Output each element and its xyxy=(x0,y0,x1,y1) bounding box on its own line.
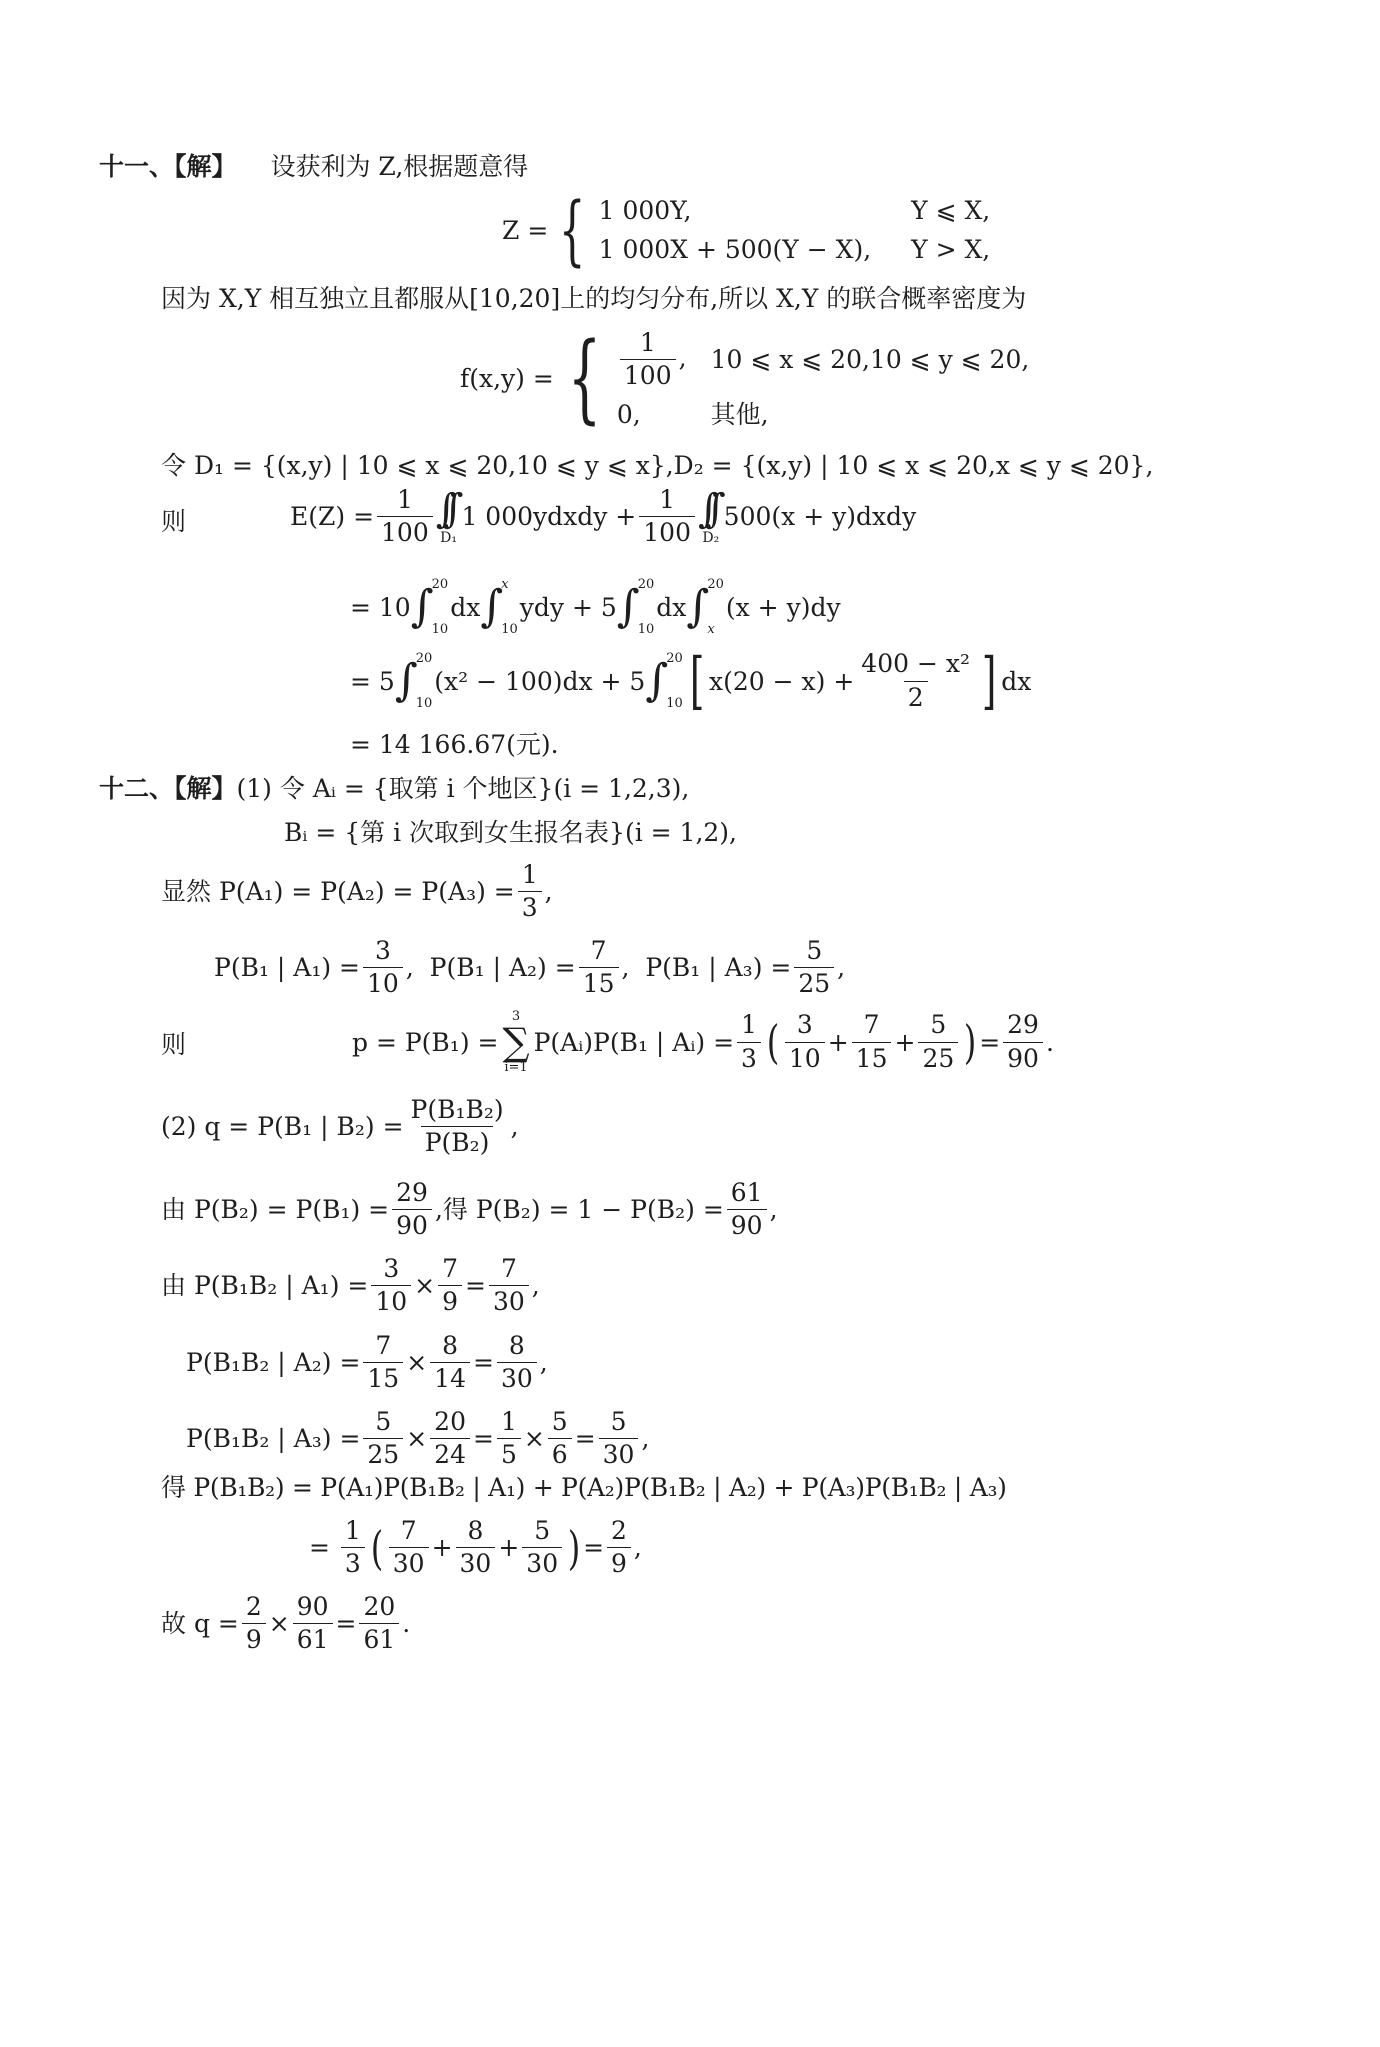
p-word: 则 xyxy=(161,1030,187,1059)
total-line: 得 P(B₁B₂) = P(A₁)P(B₁B₂ | A₁) + P(A₂)P(B₁B₂ | A₂) + P(A₃)P(B₁B₂ | A₃) xyxy=(161,1473,1007,1502)
ez-frac2-num: 1 xyxy=(659,485,676,514)
p-lhs: p = P(B₁) = xyxy=(352,1027,499,1057)
p-result-den: 90 xyxy=(1003,1042,1043,1072)
z-piecewise: Z = { 1 000Y, Y ⩽ X, 1 000X + 500(Y − X), Y > X, xyxy=(502,185,991,274)
ez-frac2-den: 100 xyxy=(639,516,695,546)
p-line: p = P(B₁) = 3 ∑ i=1 P(Aᵢ)P(B₁ | Aᵢ) = $\frac{1}{3}$ ( $\frac{3}{10}$ + $\frac{7}{15}$ + $\frac{5}{25}$ ) = $\frac{29}{90}$ . xyxy=(352,1009,1054,1075)
f-lhs: f(x,y) = xyxy=(460,363,554,393)
ez-lhs: E(Z) = xyxy=(290,502,375,532)
z-case1-expr: 1 000Y, xyxy=(598,196,692,225)
ez-region1: D₁ xyxy=(440,529,458,546)
q-def-lhs: (2) q = P(B₁ | B₂) = xyxy=(161,1112,404,1142)
ez-step3-c: x(20 − x) + xyxy=(709,666,855,696)
ez-step2-a: = 10 xyxy=(350,592,411,622)
ez-step2-b: dx xyxy=(450,592,481,622)
cond2-den: 15 xyxy=(579,967,619,997)
c1-lhs: 由 P(B₁B₂ | A₁) = xyxy=(161,1271,369,1301)
p1-b-def: Bᵢ = {第 i 次取到女生报名表}(i = 1,2), xyxy=(284,818,737,847)
pa-den: 3 xyxy=(518,891,542,921)
cond1-den: 10 xyxy=(363,967,403,997)
section-11-heading xyxy=(99,154,528,179)
ez-result: = 14 166.67(元). xyxy=(350,730,559,759)
f-case2-cond: 其他, xyxy=(710,399,769,429)
ez-step3-den: 2 xyxy=(904,681,928,711)
f-case2-expr: 0, xyxy=(616,399,641,429)
cond3-num: 5 xyxy=(806,936,823,965)
cond1-num: 3 xyxy=(374,936,391,965)
z-case2-expr: 1 000X + 500(Y − X), xyxy=(598,235,872,264)
ez-step3-a: = 5 xyxy=(350,666,395,696)
q-def-line: (2) q = P(B₁ | B₂) = $\frac{\text{P(B₁B₂)}}{\text{P(B₂)}}$ , xyxy=(161,1095,519,1158)
pa-text: 显然 P(A₁) = P(A₂) = P(A₃) = xyxy=(161,877,515,907)
q-def-den: P(B₂) xyxy=(421,1126,494,1156)
p-sum-body: P(Aᵢ)P(B₁ | Aᵢ) = xyxy=(533,1027,735,1057)
pb2-mid: ,得 P(B₂) = 1 − P(B₂) = xyxy=(434,1195,724,1225)
total-result-line: = $\frac{1}{3}$ ( $\frac{7}{30}$ + $\frac{8}{30}$ + $\frac{5}{30}$ ) = $\frac{2}{9}$ , xyxy=(309,1516,642,1579)
section-12-label: 十二、【解】 xyxy=(99,774,237,803)
q-word: 故 q = xyxy=(161,1609,239,1639)
ez-step3-d: dx xyxy=(1001,666,1032,696)
c3-line: P(B₁B₂ | A₃) = $\frac{5}{25}$ × $\frac{20}{24}$ = $\frac{1}{5}$ × $\frac{5}{6}$ = $\frac{5}{30}$ , xyxy=(186,1407,650,1470)
ez-region2: D₂ xyxy=(702,529,720,546)
cond2-lhs: P(B₁ | A₂) = xyxy=(429,953,576,983)
pb2-num: 29 xyxy=(396,1178,428,1207)
ez-term1: 1 000ydxdy + xyxy=(461,502,637,532)
pb2-line: 由 P(B₂) = P(B₁) = $\frac{29}{90}$ ,得 P(B₂) = 1 − P(B₂) = $\frac{61}{90}$ , xyxy=(161,1178,778,1241)
q-def-num: P(B₁B₂) xyxy=(410,1095,504,1124)
c2-lhs: P(B₁B₂ | A₂) = xyxy=(186,1348,361,1378)
f-num: 1 xyxy=(639,328,656,357)
uniform-text: 因为 X,Y 相互独立且都服从[10,20]上的均匀分布,所以 X,Y 的联合概率密度为 xyxy=(161,284,1027,313)
ez-step2-d: dx xyxy=(656,592,687,622)
ez-line1: E(Z) = $\frac{1}{100}$ ∫∫ D₁ 1 000ydxdy + $\frac{1}{100}$ ∫∫ D₂ 500(x + y)dxdy xyxy=(290,485,917,548)
ez-term2: 500(x + y)dxdy xyxy=(723,502,917,532)
ez-step2-c: ydy + 5 xyxy=(519,592,617,622)
ez-line2: = 10 ∫ 20 10 dx ∫ x 10 ydy + 5 ∫ 20 10 dx ∫ 20 x (x + y)dy xyxy=(350,577,841,637)
c3-lhs: P(B₁B₂ | A₃) = xyxy=(186,1424,361,1454)
sum-top: 3 xyxy=(511,1009,521,1024)
ez-line3: = 5 ∫ 20 10 (x² − 100)dx + 5 ∫ 20 10 [ x(20 − x) + $\frac{\text{400 − x²}}{2}$ ] dx xyxy=(350,644,1032,717)
cond1-lhs: P(B₁ | A₁) = xyxy=(214,953,361,983)
ez-word: 则 xyxy=(161,507,187,536)
q-final-line: 故 q = $\frac{2}{9}$ × $\frac{90}{61}$ = $\frac{20}{61}$ . xyxy=(161,1592,411,1655)
c1-line: 由 P(B₁B₂ | A₁) = $\frac{3}{10}$ × $\frac{7}{9}$ = $\frac{7}{30}$ , xyxy=(161,1254,540,1317)
pb2-text: 由 P(B₂) = P(B₁) = xyxy=(161,1195,390,1225)
cond2-num: 7 xyxy=(590,936,607,965)
section-11-intro: 设获利为 Z,根据题意得 xyxy=(270,152,529,181)
sum-bot: i=1 xyxy=(504,1060,528,1075)
f-piecewise: f(x,y) = { $\frac{1}{100}$ , 10 ⩽ x ⩽ 20,10 ⩽ y ⩽ 20, 0, 其他, xyxy=(460,322,1030,435)
section-12-heading xyxy=(99,776,689,801)
cond3-den: 25 xyxy=(794,967,834,997)
pb2-res-num: 61 xyxy=(730,1178,763,1207)
pa-line: 显然 P(A₁) = P(A₂) = P(A₃) = $\frac{1}{3}$ , xyxy=(161,860,553,923)
d-def: 令 D₁ = {(x,y) | 10 ⩽ x ⩽ 20,10 ⩽ y ⩽ x},D₂ = {(x,y) | 10 ⩽ x ⩽ 20,x ⩽ y ⩽ 20}, xyxy=(161,451,1154,480)
z-case2-cond: Y > X, xyxy=(911,235,991,264)
f-case1-expr: $\frac{1}{100}$ , xyxy=(617,330,687,390)
cond-line: P(B₁ | A₁) = $\frac{3}{10}$ , P(B₁ | A₂) = $\frac{7}{15}$ , P(B₁ | A₃) = $\frac{5}{25}$ , xyxy=(214,936,846,999)
p-result-num: 29 xyxy=(1007,1010,1039,1040)
c2-line: P(B₁B₂ | A₂) = $\frac{7}{15}$ × $\frac{8}{14}$ = $\frac{8}{30}$ , xyxy=(186,1331,548,1394)
pa-num: 1 xyxy=(521,860,538,889)
pb2-den: 90 xyxy=(392,1209,432,1239)
pb2-res-den: 90 xyxy=(727,1209,767,1239)
f-den: 100 xyxy=(620,359,676,389)
f-case1-cond: 10 ⩽ x ⩽ 20,10 ⩽ y ⩽ 20, xyxy=(710,345,1030,375)
ez-step3-b: (x² − 100)dx + 5 xyxy=(434,666,646,696)
cond3-lhs: P(B₁ | A₃) = xyxy=(645,953,792,983)
ez-frac1-num: 1 xyxy=(396,485,413,514)
ez-frac1-den: 100 xyxy=(377,516,433,546)
ez-step2-e: (x + y)dy xyxy=(725,592,841,622)
section-11-label: 十一、【解】 xyxy=(99,152,237,181)
p1-a-def: (1) 令 Aᵢ = {取第 i 个地区}(i = 1,2,3), xyxy=(236,774,690,803)
z-lhs: Z = xyxy=(502,215,549,245)
ez-step3-num: 400 − x² xyxy=(861,649,970,679)
z-case1-cond: Y ⩽ X, xyxy=(911,196,991,225)
